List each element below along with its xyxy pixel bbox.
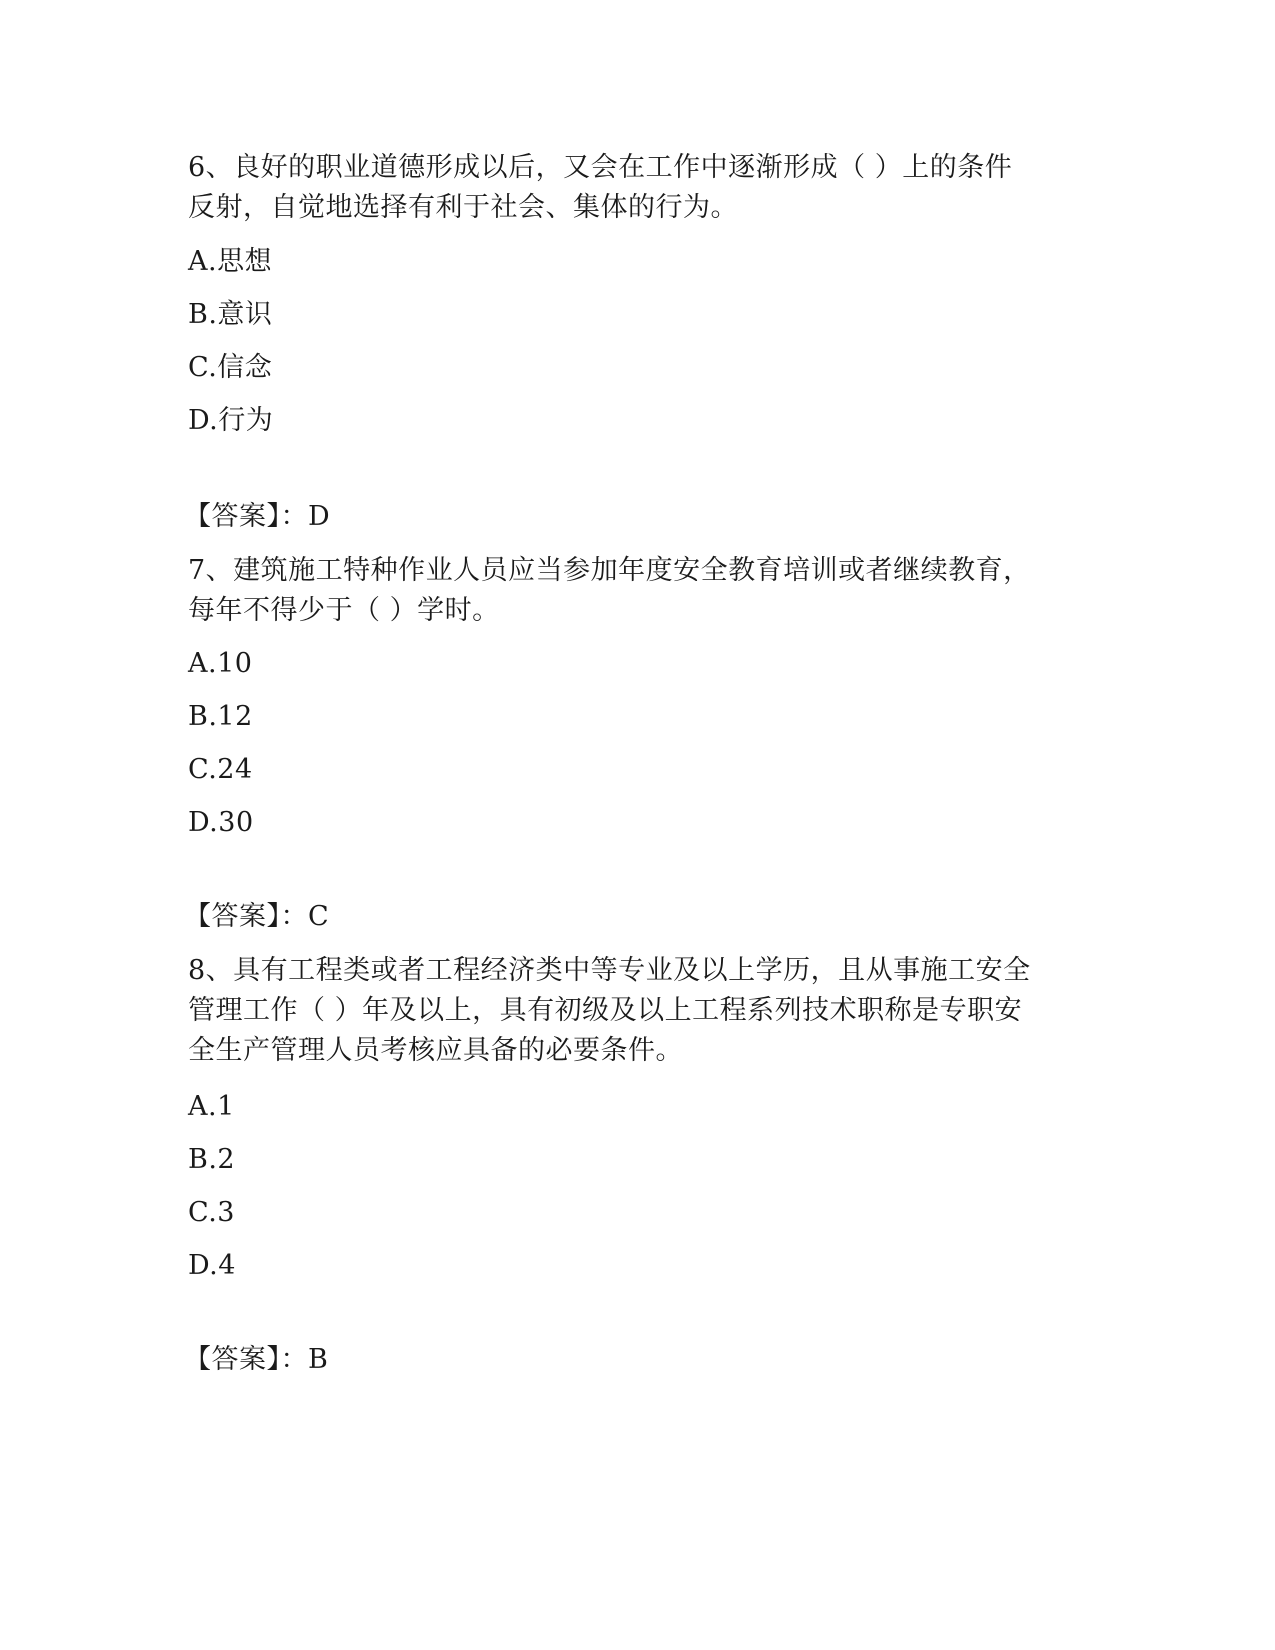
question-8-option-a: A.1 [188, 1091, 235, 1122]
question-6-stem-line-2: 反射，自觉地选择有利于社会、集体的行为。 [188, 192, 738, 223]
question-7-option-a: A.10 [188, 648, 253, 679]
question-8-stem-line-2: 管理工作（ ）年及以上，具有初级及以上工程系列技术职称是专职安 [188, 995, 1023, 1026]
question-6-option-a: A.思想 [188, 246, 273, 277]
question-7-stem-line-2: 每年不得少于（ ）学时。 [188, 595, 500, 626]
question-6-option-c: C.信念 [188, 352, 273, 383]
question-7-answer: 【答案】：C [184, 901, 330, 932]
question-6-stem-line-1: 6、良好的职业道德形成以后，又会在工作中逐渐形成（ ）上的条件 [188, 152, 1013, 183]
question-8-stem-line-1: 8、具有工程类或者工程经济类中等专业及以上学历，且从事施工安全 [188, 955, 1031, 986]
question-8-option-d: D.4 [188, 1250, 236, 1281]
question-7-option-c: C.24 [188, 754, 253, 785]
question-8-stem-line-3: 全生产管理人员考核应具备的必要条件。 [188, 1035, 683, 1066]
question-6-option-d: D.行为 [188, 405, 274, 436]
question-6-option-b: B.意识 [188, 299, 273, 330]
question-8-answer: 【答案】：B [184, 1344, 329, 1375]
question-7-option-d: D.30 [188, 807, 254, 838]
question-8-option-b: B.2 [188, 1144, 236, 1175]
question-7-option-b: B.12 [188, 701, 253, 732]
question-7-stem-line-1: 7、建筑施工特种作业人员应当参加年度安全教育培训或者继续教育， [188, 555, 1031, 586]
question-6-answer: 【答案】：D [184, 501, 331, 532]
question-8-option-c: C.3 [188, 1197, 235, 1228]
